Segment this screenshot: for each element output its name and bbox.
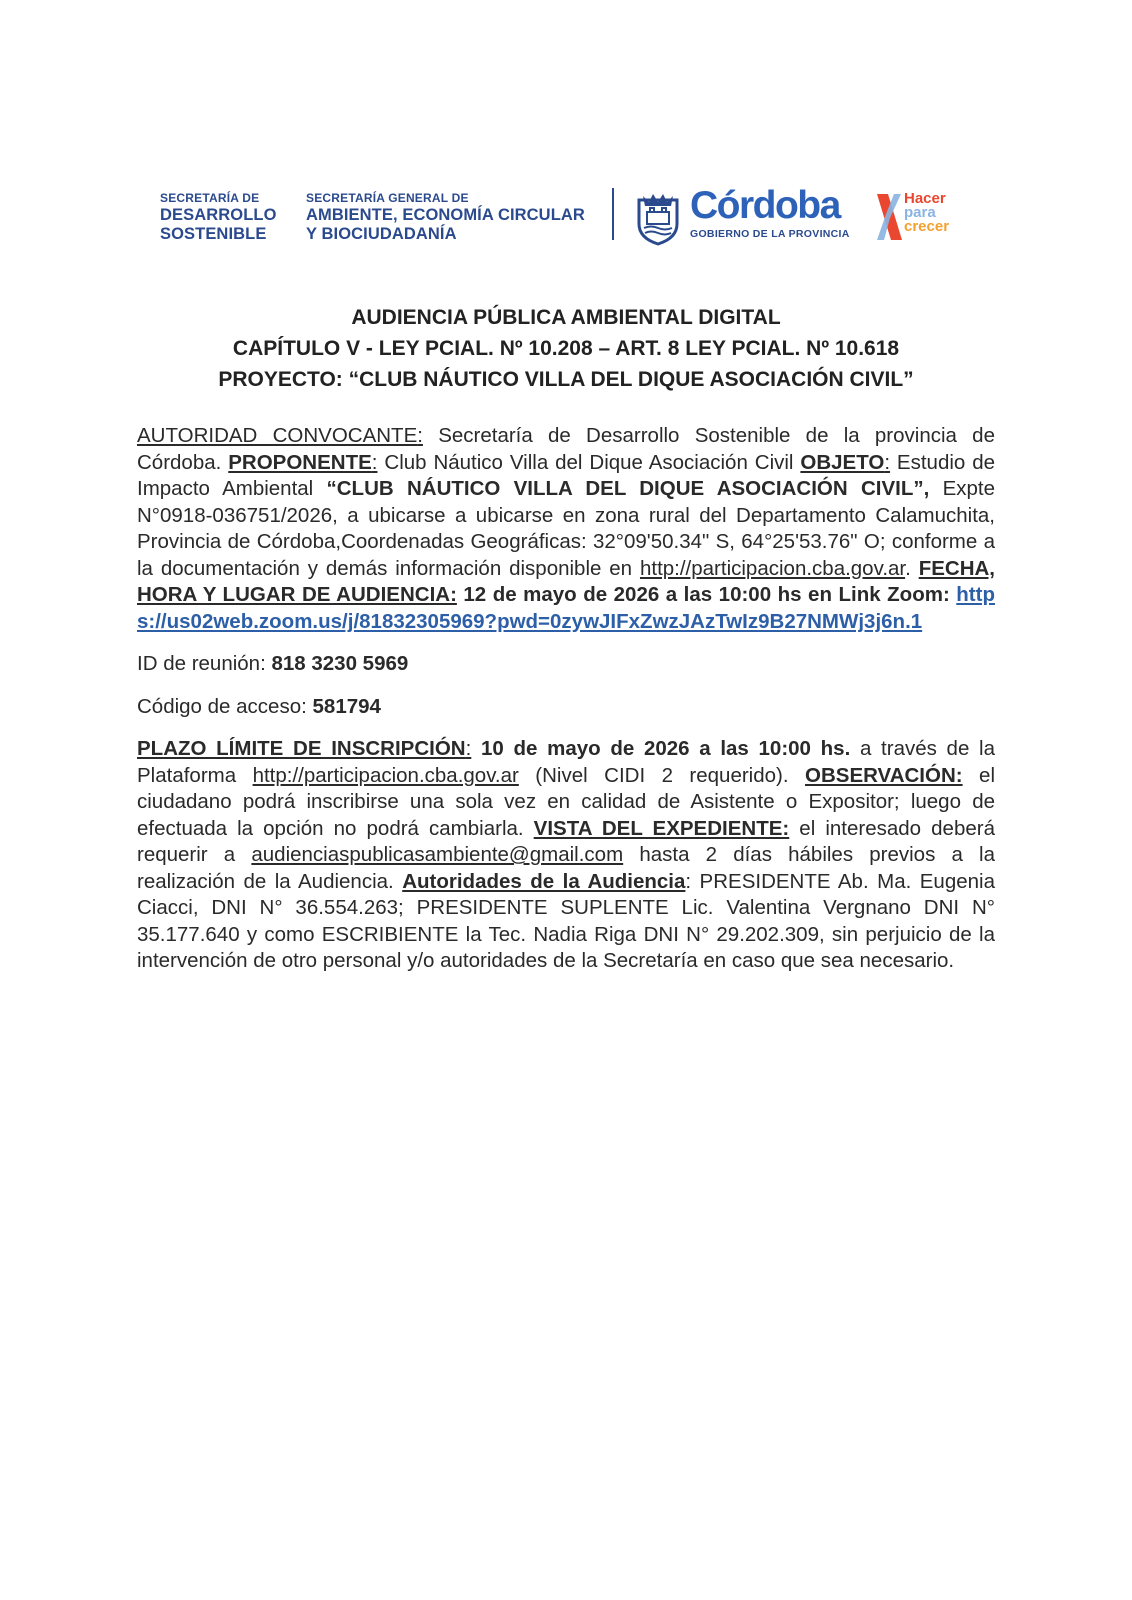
plazo-text: a través de la Plataforma [137, 737, 996, 787]
meeting-id-value: 818 3230 5969 [271, 652, 409, 675]
fecha-label: FECHA, HORA Y LUGAR DE AUDIENCIA: [137, 556, 995, 606]
objeto-text: Estudio de Impacto Ambiental [137, 450, 996, 500]
gen-line-1: AMBIENTE, ECONOMÍA CIRCULAR [306, 206, 585, 224]
plazo-label: PLAZO LÍMITE DE INSCRIPCIÓN [137, 737, 466, 760]
secretaria-general-logo [306, 190, 585, 244]
dept-small-label: SECRETARÍA DE [160, 191, 260, 205]
autoridad-text: Secretaría de Desarrollo Sostenible de la provincia de Córdoba. [137, 424, 995, 474]
cordoba-wordmark: Córdoba [690, 184, 840, 227]
nivel-text: (Nivel CIDI 2 requerido). [518, 763, 806, 787]
observacion-text: el ciudadano podrá inscribirse una sola vez en calidad de Asistente o Expositor; luego de efectuada la opción no podrá cambiarla. [137, 763, 995, 840]
letterhead [0, 186, 1132, 258]
convocatoria-paragraph [137, 423, 995, 635]
header-divider [612, 188, 614, 240]
autoridades-text: : PRESIDENTE Ab. Ma. Eugenia Ciacci, DNI N° 36.554.263; PRESIDENTE SUPLENTE Lic. Valentina Vergnano DNI N° 35.177.640 y como ESCRIBIENTE la Tec. Nadia Riga DNI N° 29.202.309, sin perjuicio de la intervención de otro personal y/o autoridades de la Secretaría en caso que sea necesario. [137, 869, 995, 972]
gen-line-2: Y BIOCIUDADANÍA [306, 225, 457, 243]
plazo-date: 10 de mayo de 2026 a las 10:00 hs. [471, 737, 851, 760]
vista-text: el interesado deberá requerir a [137, 816, 995, 866]
vista-expediente-label: VISTA DEL EXPEDIENTE: [533, 816, 790, 840]
objeto-colon: : [884, 450, 891, 474]
hacer-cross-icon [874, 192, 904, 242]
zoom-link[interactable]: https://us02web.zoom.us/j/81832305969?pwd=0zywJIFxZwzJAzTwIz9B27NMWj3j6n.1 [137, 583, 995, 633]
provincial-shield-icon [633, 190, 683, 246]
autoridad-colon: : [417, 424, 423, 447]
objeto-details: Expte N°0918-036751/2026, a ubicarse a ubicarse en zona rural del Departamento Calamuchita, Provincia de Córdoba,Coordenadas Geográficas: 32°09'50.34" S, 64°25'53.76" O; conforme a la documentación y demás información disponible en [137, 477, 995, 580]
plataforma-link[interactable]: http://participacion.cba.gov.ar [252, 763, 519, 787]
cordoba-logo [690, 186, 850, 240]
gen-small-label: SECRETARÍA GENERAL DE [306, 191, 469, 205]
slogan-word-1: Hacer [904, 190, 946, 207]
email-link[interactable]: audienciaspublicasambiente@gmail.com [251, 843, 624, 866]
observacion-label: OBSERVACIÓN: [805, 763, 963, 787]
slogan-word-2: para [904, 204, 936, 221]
dept-line-2: SOSTENIBLE [160, 225, 267, 243]
secretaria-desarrollo-logo [160, 190, 277, 244]
objeto-label: OBJETO [800, 450, 885, 474]
hacer-para-crecer-slogan [904, 192, 949, 234]
meeting-id-line [137, 651, 995, 678]
meeting-id-label: ID de reunión: [137, 652, 272, 675]
participacion-link[interactable]: http://participacion.cba.gov.ar [639, 556, 906, 580]
dept-line-1: DESARROLLO [160, 206, 277, 224]
cordoba-subtitle: GOBIERNO DE LA PROVINCIA [690, 228, 850, 240]
title-line-2: CAPÍTULO V - LEY PCIAL. Nº 10.208 – ART. 8 LEY PCIAL. Nº 10.618 [232, 337, 900, 360]
document-title [0, 302, 1132, 395]
plazo-colon: : [465, 737, 472, 760]
title-line-3: PROYECTO: “CLUB NÁUTICO VILLA DEL DIQUE ASOCIACIÓN CIVIL” [218, 368, 914, 391]
proponente-text: Club Náutico Villa del Dique Asociación Civil [377, 450, 801, 474]
title-line-1: AUDIENCIA PÚBLICA AMBIENTAL DIGITAL [351, 306, 781, 329]
proponente-label: PROPONENTE [228, 450, 372, 474]
autoridades-label: Autoridades de la Audiencia [402, 869, 686, 893]
slogan-word-3: crecer [904, 218, 950, 235]
inscripcion-paragraph [137, 736, 995, 975]
period: . [905, 556, 919, 580]
autoridad-label: AUTORIDAD CONVOCANTE [137, 424, 418, 447]
vista-text-2: hasta 2 días hábiles previos a la realización de la Audiencia. [137, 843, 996, 893]
access-code-label: Código de acceso: [137, 694, 313, 718]
document-body [137, 423, 995, 975]
objeto-project-name: “CLUB NÁUTICO VILLA DEL DIQUE ASOCIACIÓN CIVIL”, [326, 477, 930, 500]
access-code-value: 581794 [312, 694, 381, 718]
access-code-line [137, 694, 995, 721]
fecha-text: 12 de mayo de 2026 a las 10:00 hs en Link Zoom: [456, 583, 957, 606]
proponente-colon: : [371, 450, 378, 474]
